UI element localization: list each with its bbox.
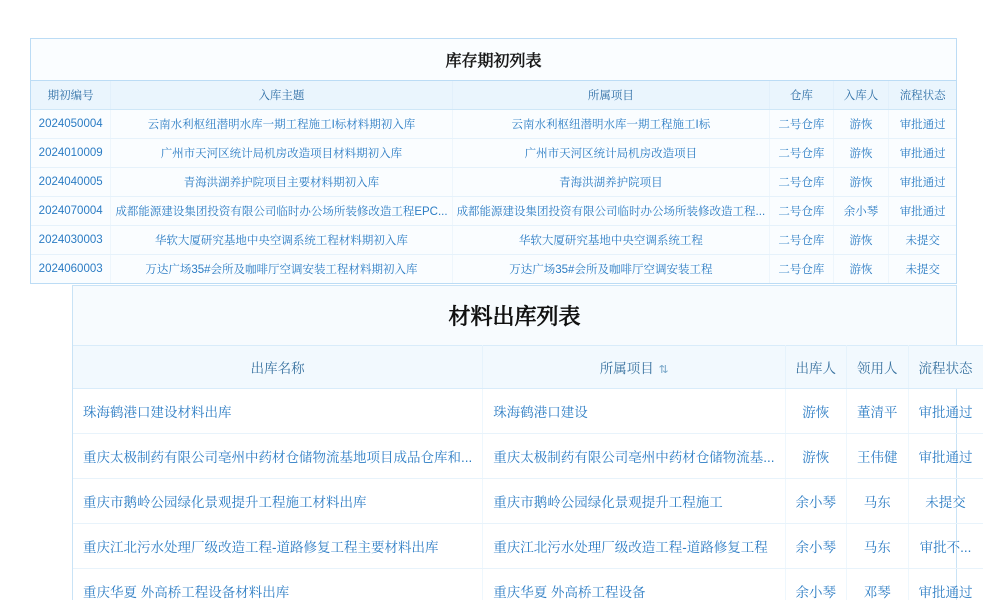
cell-code[interactable]: 2024040005: [31, 168, 111, 197]
cell-subject[interactable]: 青海洪湖养护院项目主要材料期初入库: [111, 168, 452, 197]
cell-warehouse: 二号仓库: [770, 110, 833, 139]
cell-warehouse: 二号仓库: [770, 226, 833, 255]
cell-receiver: 邓琴: [847, 569, 909, 600]
material-outbound-table: [73, 345, 983, 600]
cell-code[interactable]: 2024050004: [31, 110, 111, 139]
cell-project[interactable]: 云南水利枢纽潜明水库一期工程施工I标: [452, 110, 770, 139]
cell-out-person: 游恢: [785, 389, 847, 434]
cell-warehouse: 二号仓库: [770, 168, 833, 197]
cell-project[interactable]: 万达广场35#会所及咖啡厅空调安装工程: [452, 255, 770, 284]
column-header-receiver[interactable]: 领用人: [847, 346, 909, 389]
table-row[interactable]: [73, 389, 983, 434]
column-header-out-name[interactable]: 出库名称: [73, 346, 483, 389]
table-header-row: [31, 81, 956, 110]
cell-code[interactable]: 2024030003: [31, 226, 111, 255]
cell-subject[interactable]: 广州市天河区统计局机房改造项目材料期初入库: [111, 139, 452, 168]
inventory-initial-panel: [30, 38, 957, 284]
inventory-initial-title: 库存期初列表: [31, 39, 956, 81]
cell-warehouse: 二号仓库: [770, 139, 833, 168]
cell-code[interactable]: 2024070004: [31, 197, 111, 226]
cell-project[interactable]: 重庆市鹅岭公园绿化景观提升工程施工: [483, 479, 785, 524]
table-row[interactable]: [73, 524, 983, 569]
cell-status: 审批通过: [908, 389, 983, 434]
cell-project[interactable]: 重庆太极制药有限公司亳州中药材仓储物流基...: [483, 434, 785, 479]
cell-subject[interactable]: 成都能源建设集团投资有限公司临时办公场所装修改造工程EPC...: [111, 197, 452, 226]
cell-status: 审批通过: [908, 434, 983, 479]
material-outbound-panel: [72, 285, 973, 600]
table-header-row: [73, 346, 983, 389]
table-row[interactable]: [31, 139, 956, 168]
cell-project[interactable]: 重庆江北污水处理厂级改造工程-道路修复工程: [483, 524, 785, 569]
material-outbound-title: 材料出库列表: [73, 286, 956, 345]
cell-person: 游恢: [833, 168, 889, 197]
cell-out-name[interactable]: 重庆市鹅岭公园绿化景观提升工程施工材料出库: [73, 479, 483, 524]
column-header-out-person[interactable]: 出库人: [785, 346, 847, 389]
cell-out-person: 游恢: [785, 434, 847, 479]
table-row[interactable]: [31, 197, 956, 226]
cell-receiver: 马东: [847, 524, 909, 569]
cell-subject[interactable]: 云南水利枢纽潜明水库一期工程施工I标材料期初入库: [111, 110, 452, 139]
cell-status: 未提交: [905, 264, 940, 276]
cell-project[interactable]: 重庆华夏 外高桥工程设备: [483, 569, 785, 600]
table-row[interactable]: [73, 569, 983, 600]
cell-warehouse: 二号仓库: [770, 197, 833, 226]
table-row[interactable]: [31, 168, 956, 197]
cell-status: 审批不...: [908, 524, 983, 569]
cell-person: 游恢: [833, 110, 889, 139]
table-row[interactable]: [31, 226, 956, 255]
cell-code[interactable]: 2024060003: [31, 255, 111, 284]
column-header-status[interactable]: 流程状态: [908, 346, 983, 389]
cell-subject[interactable]: 华软大厦研究基地中央空调系统工程材料期初入库: [111, 226, 452, 255]
cell-receiver: 王伟健: [847, 434, 909, 479]
cell-out-name[interactable]: 重庆华夏 外高桥工程设备材料出库: [73, 569, 483, 600]
cell-out-name[interactable]: 重庆太极制药有限公司亳州中药材仓储物流基地项目成品仓库和...: [73, 434, 483, 479]
cell-warehouse: 二号仓库: [770, 255, 833, 284]
table-row[interactable]: [73, 479, 983, 524]
column-header-warehouse[interactable]: 仓库: [770, 81, 833, 110]
cell-project[interactable]: 成都能源建设集团投资有限公司临时办公场所装修改造工程...: [452, 197, 770, 226]
sort-icon[interactable]: ⇅: [658, 364, 669, 376]
table-row[interactable]: [73, 434, 983, 479]
table-row[interactable]: [31, 110, 956, 139]
table-row[interactable]: [31, 255, 956, 284]
column-header-project[interactable]: 所属项目: [452, 81, 770, 110]
cell-person: 余小琴: [833, 197, 889, 226]
cell-project[interactable]: 华软大厦研究基地中央空调系统工程: [452, 226, 770, 255]
cell-person: 游恢: [833, 139, 889, 168]
column-header-subject[interactable]: 入库主题: [111, 81, 452, 110]
cell-status: 未提交: [908, 479, 983, 524]
cell-person: 游恢: [833, 226, 889, 255]
cell-status: 审批通过: [889, 139, 956, 168]
cell-receiver: 马东: [847, 479, 909, 524]
column-header-project[interactable]: [483, 346, 785, 389]
cell-status: 审批通过: [889, 197, 956, 226]
cell-status: 审批通过: [889, 110, 956, 139]
cell-project[interactable]: 青海洪湖养护院项目: [452, 168, 770, 197]
column-header-person[interactable]: 入库人: [833, 81, 889, 110]
cell-receiver: 董清平: [847, 389, 909, 434]
column-header-project-label: 所属项目: [599, 361, 654, 376]
cell-out-person: 余小琴: [785, 569, 847, 600]
inventory-initial-table: [31, 81, 956, 283]
cell-status: 审批通过: [918, 585, 973, 600]
column-header-status[interactable]: 流程状态: [889, 81, 956, 110]
cell-project[interactable]: 珠海鹤港口建设: [483, 389, 785, 434]
cell-out-person: 余小琴: [785, 524, 847, 569]
cell-status: 审批通过: [889, 168, 956, 197]
cell-status: 未提交: [889, 226, 956, 255]
cell-out-person: 余小琴: [785, 479, 847, 524]
cell-out-name[interactable]: 珠海鹤港口建设材料出库: [73, 389, 483, 434]
cell-out-name[interactable]: 重庆江北污水处理厂级改造工程-道路修复工程主要材料出库: [73, 524, 483, 569]
cell-subject[interactable]: 万达广场35#会所及咖啡厅空调安装工程材料期初入库: [111, 255, 452, 284]
cell-project[interactable]: 广州市天河区统计局机房改造项目: [452, 139, 770, 168]
cell-person: 游恢: [833, 255, 889, 284]
column-header-code[interactable]: 期初编号: [31, 81, 111, 110]
cell-code[interactable]: 2024010009: [31, 139, 111, 168]
